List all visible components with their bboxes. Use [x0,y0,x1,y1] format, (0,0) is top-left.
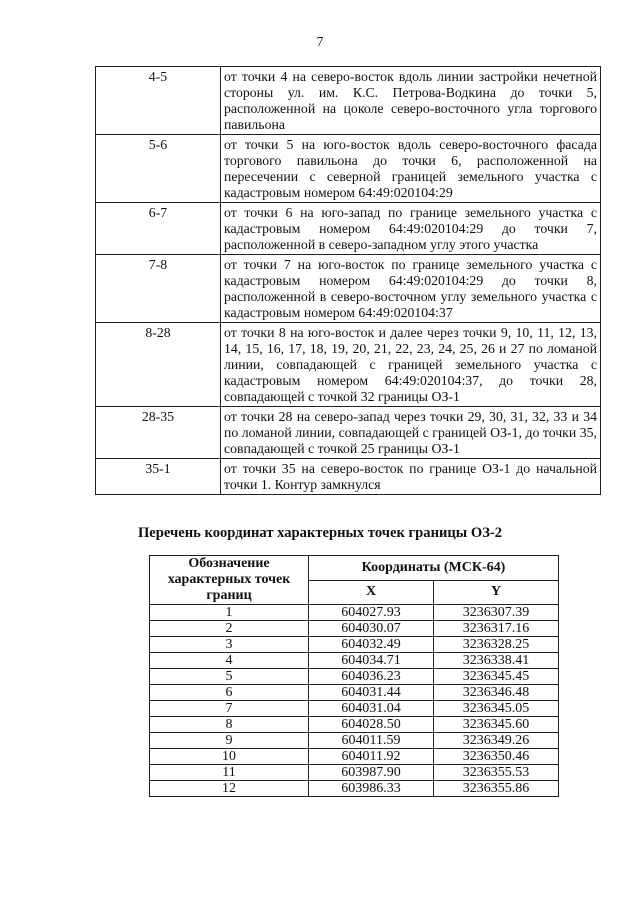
coord-x: 604011.92 [309,749,434,765]
table-row [150,749,559,765]
coord-y: 3236307.39 [434,605,559,621]
header-coordinates: Координаты (МСК-64) [309,556,559,581]
point-number: 5 [150,669,309,685]
coord-y: 3236350.46 [434,749,559,765]
coord-x: 603987.90 [309,765,434,781]
table-row [96,459,601,495]
point-number: 8 [150,717,309,733]
segment-label: 6-7 [96,203,221,255]
coord-y: 3236317.16 [434,621,559,637]
table-row [150,701,559,717]
segment-description: от точки 4 на северо-восток вдоль линии застройки нечетной стороны ул. им. К.С. Петрова-Водкина до точки 5, расположенной на цоколе северо-восточного угла торгового павильона [221,67,601,135]
segment-description: от точки 28 на северо-запад через точки 29, 30, 31, 32, 33 и 34 по ломаной линии, совпадающей с границей ОЗ-1, до точки 35, совпадающей с точкой 25 границы ОЗ-1 [221,407,601,459]
table-row [150,605,559,621]
point-number: 4 [150,653,309,669]
boundary-description-table [95,66,601,495]
coord-x: 604032.49 [309,637,434,653]
coord-x: 604028.50 [309,717,434,733]
table-row [150,781,559,797]
coordinates-title: Перечень координат характерных точек границы ОЗ-2 [137,525,503,541]
coord-y: 3236349.26 [434,733,559,749]
segment-label: 5-6 [96,135,221,203]
point-number: 2 [150,621,309,637]
point-number: 3 [150,637,309,653]
coord-x: 604011.59 [309,733,434,749]
header-x: X [309,580,434,605]
table-row [150,765,559,781]
table-row [96,323,601,407]
segment-label: 4-5 [96,67,221,135]
coord-y: 3236355.53 [434,765,559,781]
coord-x: 604030.07 [309,621,434,637]
point-number: 6 [150,685,309,701]
coord-y: 3236345.60 [434,717,559,733]
coord-y: 3236345.45 [434,669,559,685]
segment-description: от точки 35 на северо-восток по границе ОЗ-1 до начальной точки 1. Контур замкнулся [221,459,601,495]
page-number: 7 [316,35,324,50]
coord-x: 603986.33 [309,781,434,797]
table-row [96,67,601,135]
coord-x: 604027.93 [309,605,434,621]
table-row [96,135,601,203]
coord-x: 604036.23 [309,669,434,685]
segment-label: 28-35 [96,407,221,459]
coord-y: 3236328.25 [434,637,559,653]
coord-y: 3236355.86 [434,781,559,797]
header-y: Y [434,580,559,605]
header-point-name: Обозначение характерных точек границ [150,556,309,605]
coordinates-table [149,555,559,797]
segment-label: 8-28 [96,323,221,407]
point-number: 9 [150,733,309,749]
table-row [150,717,559,733]
header-row [150,556,559,581]
segment-label: 35-1 [96,459,221,495]
segment-description: от точки 6 на юго-запад по границе земельного участка с кадастровым номером 64:49:020104:29 до точки 7, расположенной в северо-западном углу этого участка [221,203,601,255]
segment-label: 7-8 [96,255,221,323]
table-row [150,685,559,701]
table-row [96,407,601,459]
coord-x: 604034.71 [309,653,434,669]
table-row [150,621,559,637]
table-row [150,669,559,685]
coord-y: 3236346.48 [434,685,559,701]
coord-x: 604031.04 [309,701,434,717]
table-row [96,255,601,323]
segment-description: от точки 7 на юго-восток по границе земельного участка с кадастровым номером 64:49:020104:29 до точки 8, расположенной в северо-восточном углу земельного участка с кадастровым номером 64:49:020104:37 [221,255,601,323]
segment-description: от точки 5 на юго-восток вдоль северо-восточного фасада торгового павильона до точки 6, расположенной на пересечении с северной границей земельного участка с кадастровым номером 64:49:020104:29 [221,135,601,203]
point-number: 1 [150,605,309,621]
point-number: 10 [150,749,309,765]
table-row [150,637,559,653]
coord-x: 604031.44 [309,685,434,701]
table-row [150,733,559,749]
coord-y: 3236345.05 [434,701,559,717]
point-number: 7 [150,701,309,717]
coord-y: 3236338.41 [434,653,559,669]
table-row [96,203,601,255]
point-number: 11 [150,765,309,781]
segment-description: от точки 8 на юго-восток и далее через точки 9, 10, 11, 12, 13, 14, 15, 16, 17, 18, 19, 20, 21, 22, 23, 24, 25, 26 и 27 по ломаной линии, совпадающей с границей земельного участка с кадастровым номером 64:49:020104:37, до точки 28, совпадающей с точкой 32 границы ОЗ-1 [221,323,601,407]
table-row [150,653,559,669]
point-number: 12 [150,781,309,797]
